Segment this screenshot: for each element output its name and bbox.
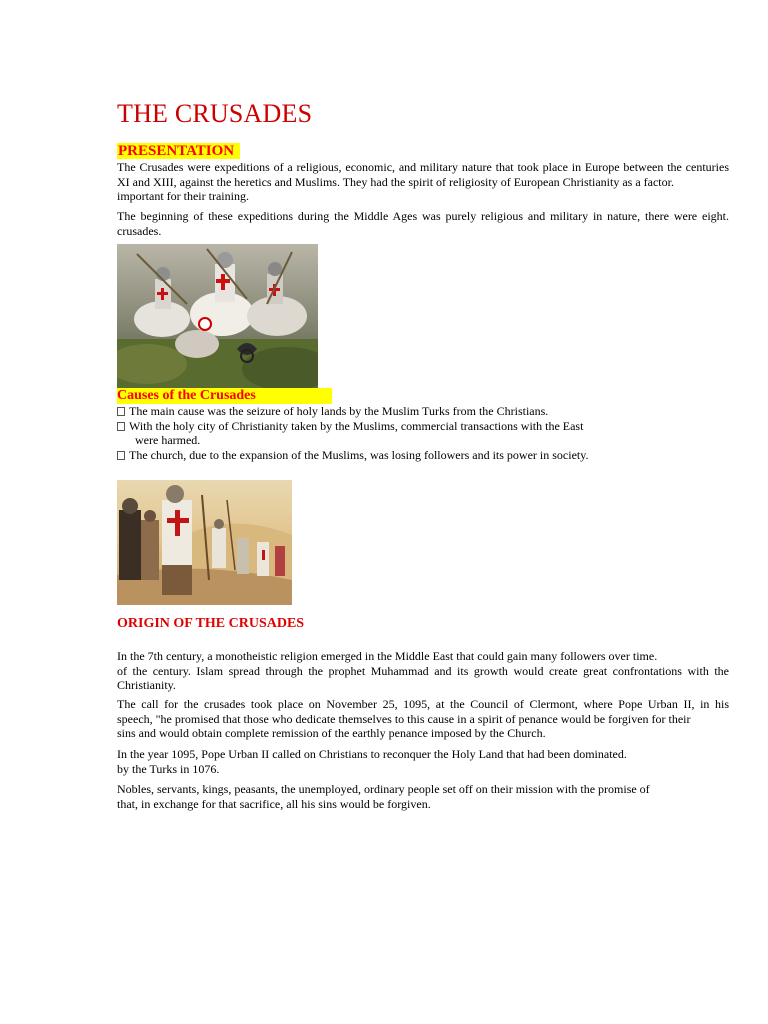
bullet-box-icon xyxy=(117,451,125,460)
presentation-heading: PRESENTATION xyxy=(117,143,240,159)
text-line: The Crusades were expeditions of a religious, economic, and military nature that took place in Europe between the centuries xyxy=(117,160,729,174)
page-title: THE CRUSADES xyxy=(117,99,313,128)
causes-bullet-2-continuation: were harmed. xyxy=(135,433,201,447)
origin-heading: ORIGIN OF THE CRUSADES xyxy=(117,616,305,631)
causes-bullet-1 xyxy=(117,404,548,419)
bullet-text: The church, due to the expansion of the Muslims, was losing followers and its power in society. xyxy=(129,448,589,462)
bullet-box-icon xyxy=(117,407,125,416)
origin-paragraph-4 xyxy=(117,782,729,811)
crusader-knights-image xyxy=(117,480,292,605)
text-line: The call for the crusades took place on November 25, 1095, at the Council of Clermont, where Pope Urban II, in his xyxy=(117,697,729,711)
text-line: of the century. Islam spread through the prophet Muhammad and its growth would create great confrontations with the xyxy=(117,663,729,678)
text-line: crusades. xyxy=(117,223,162,238)
origin-paragraph-2 xyxy=(117,697,729,741)
crusader-cavalry-image xyxy=(117,244,318,389)
causes-heading: Causes of the Crusades xyxy=(117,388,332,404)
text-line: that, in exchange for that sacrifice, all his sins would be forgiven. xyxy=(117,796,431,811)
causes-bullet-3 xyxy=(117,448,588,463)
text-line: important for their training. xyxy=(117,189,249,204)
origin-paragraph-1 xyxy=(117,649,729,693)
bullet-text: With the holy city of Christianity taken by the Muslims, commercial transactions with the East xyxy=(129,419,584,433)
text-line: speech, "he promised that those who dedicate themselves to this cause in a spirit of penance would be forgiven for their xyxy=(117,711,691,726)
presentation-paragraph-2 xyxy=(117,209,729,238)
text-line: Nobles, servants, kings, peasants, the unemployed, ordinary people set off on their mission with the promise of xyxy=(117,782,650,796)
text-line: by the Turks in 1076. xyxy=(117,761,220,776)
origin-paragraph-3 xyxy=(117,747,729,776)
bullet-box-icon xyxy=(117,422,125,431)
presentation-paragraph-1 xyxy=(117,160,729,204)
text-line: The beginning of these expeditions during the Middle Ages was purely religious and military in nature, there were eight. xyxy=(117,209,729,223)
causes-bullet-2 xyxy=(117,419,583,434)
bullet-text: The main cause was the seizure of holy lands by the Muslim Turks from the Christians. xyxy=(129,404,549,418)
text-line: In the 7th century, a monotheistic religion emerged in the Middle East that could gain many followers over time. xyxy=(117,649,658,663)
text-line: Christianity. xyxy=(117,678,176,693)
text-line: sins and would obtain complete remission of the earthly penance imposed by the Church. xyxy=(117,726,546,741)
text-line: In the year 1095, Pope Urban II called on Christians to reconquer the Holy Land that had been dominated. xyxy=(117,747,627,761)
text-line: XI and XIII, against the heretics and Muslims. They had the spirit of religiosity of European Christianity as a factor. xyxy=(117,174,674,189)
